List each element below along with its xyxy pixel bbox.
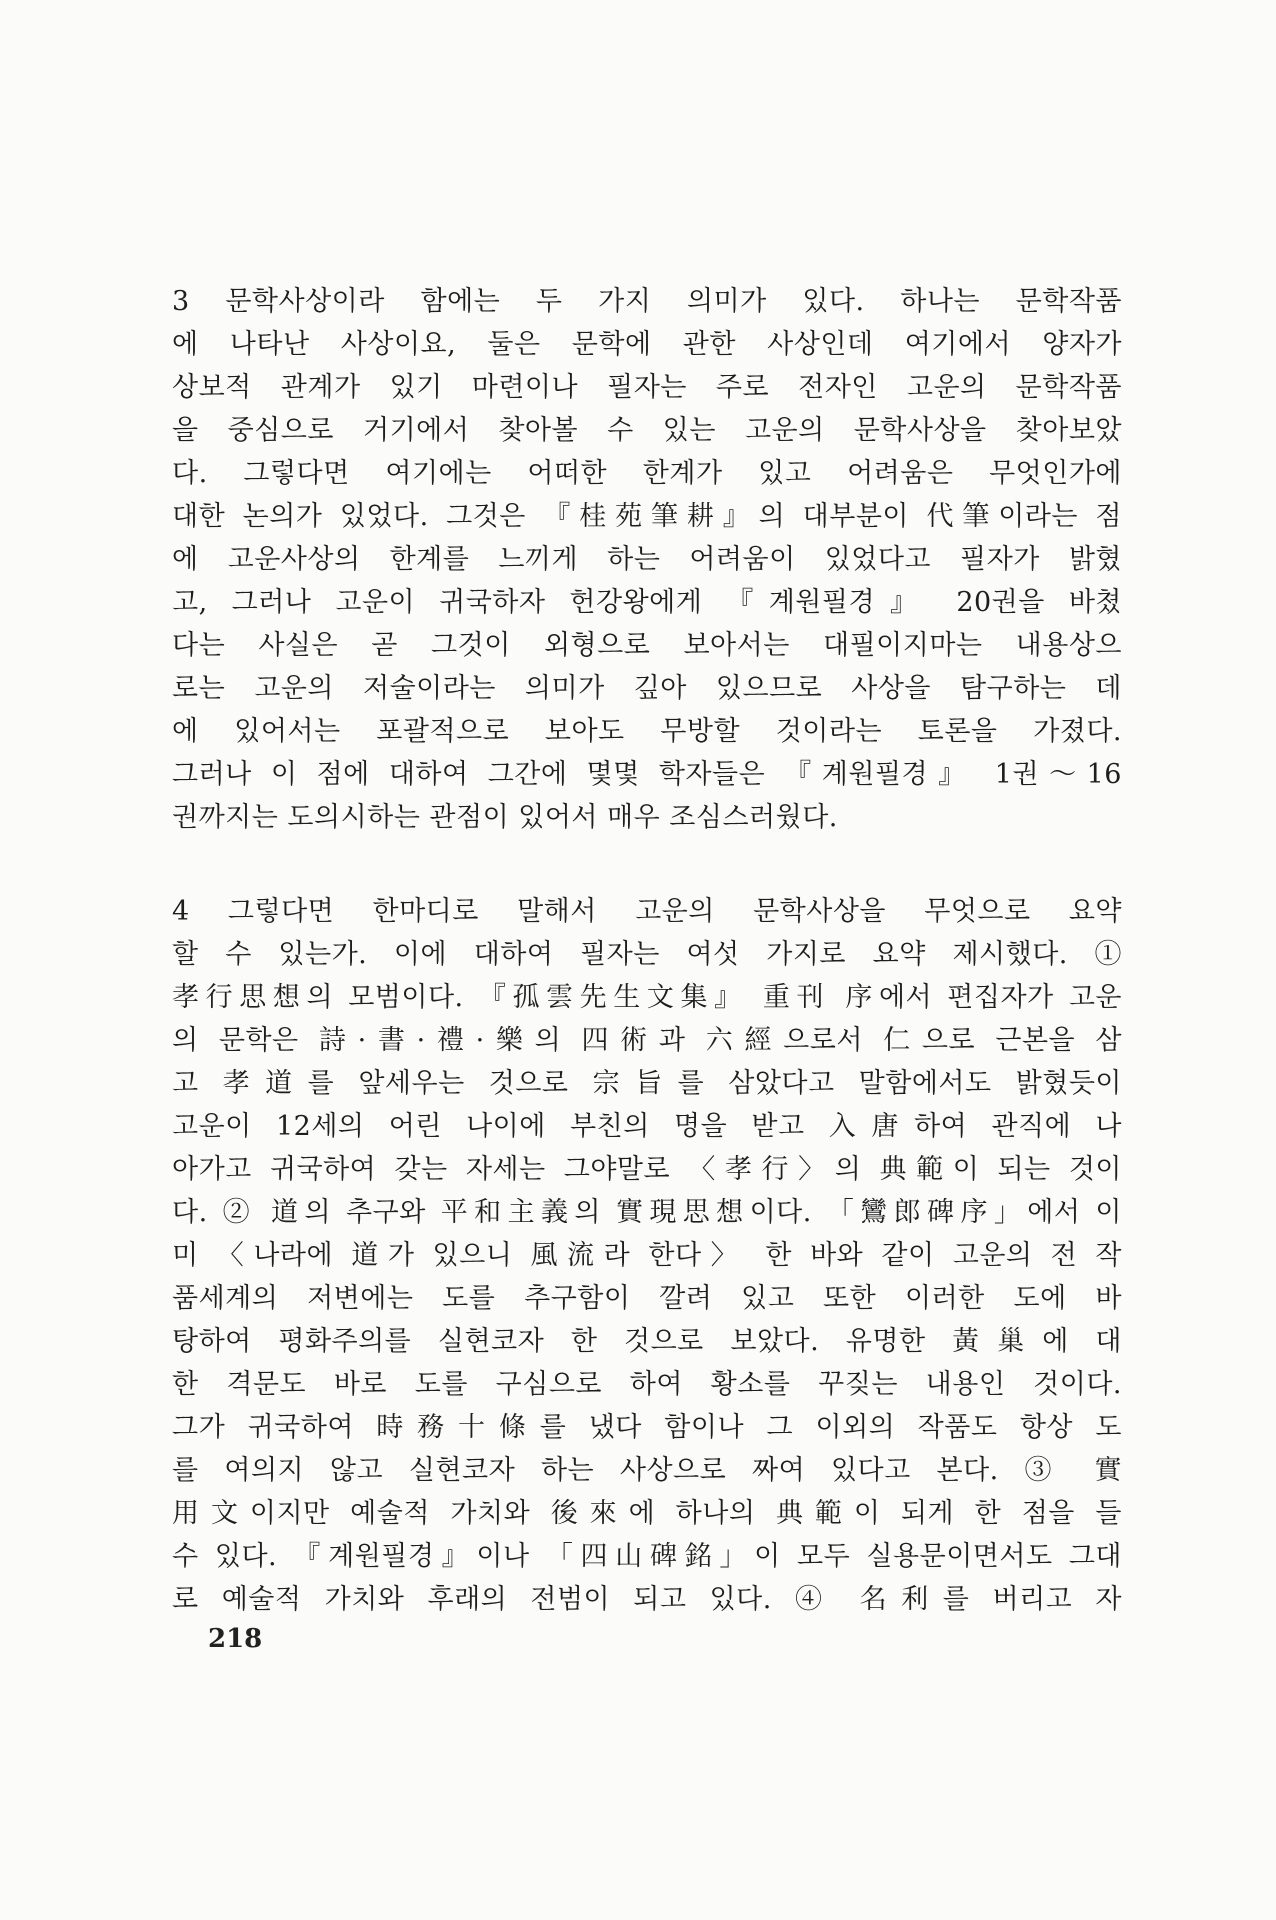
text-line: 품세계의 저변에는 도를 추구함이 깔려 있고 또한 이러한 도에 바 [172, 1283, 1122, 1314]
text-line: 다. 그렇다면 여기에는 어떠한 한계가 있고 어려움은 무엇인가에 [172, 458, 1122, 489]
text-line: 4 그렇다면 한마디로 말해서 고운의 문학사상을 무엇으로 요약 [172, 896, 1122, 927]
text-line: 미 〈나라에 道가 있으니 風流라 한다〉 한 바와 같이 고운의 전 작 [172, 1240, 1122, 1271]
text-line: 고운이 12세의 어린 나이에 부친의 명을 받고 入唐하여 관직에 나 [172, 1111, 1122, 1142]
text-line: 수 있다. 『계원필경』이나 「四山碑銘」이 모두 실용문이면서도 그대 [172, 1541, 1122, 1572]
text-line: 한 격문도 바로 도를 구심으로 하여 황소를 꾸짖는 내용인 것이다. [172, 1369, 1122, 1400]
page-number: 218 [208, 1624, 263, 1654]
text-line: 탕하여 평화주의를 실현코자 한 것으로 보았다. 유명한 黃巢에 대 [172, 1326, 1122, 1357]
text-line: 3 문학사상이라 함에는 두 가지 의미가 있다. 하나는 문학작품 [172, 286, 1122, 317]
text-line: 다는 사실은 곧 그것이 외형으로 보아서는 대필이지마는 내용상으 [172, 630, 1122, 661]
text-line: 을 중심으로 거기에서 찾아볼 수 있는 고운의 문학사상을 찾아보았 [172, 415, 1122, 446]
text-line: 상보적 관계가 있기 마련이나 필자는 주로 전자인 고운의 문학작품 [172, 372, 1122, 403]
text-line: 아가고 귀국하여 갖는 자세는 그야말로 〈孝行〉의 典範이 되는 것이 [172, 1154, 1122, 1185]
text-line: 에 있어서는 포괄적으로 보아도 무방할 것이라는 토론을 가졌다. [172, 716, 1122, 747]
text-line: 고 孝道를 앞세우는 것으로 宗旨를 삼았다고 말함에서도 밝혔듯이 [172, 1068, 1122, 1099]
text-line: 의 문학은 詩·書·禮·樂의 四術과 六經으로서 仁으로 근본을 삼 [172, 1025, 1122, 1056]
text-line: 할 수 있는가. 이에 대하여 필자는 여섯 가지로 요약 제시했다. ① [172, 939, 1122, 970]
paragraph-4 [172, 890, 1122, 1621]
text-line: 用文이지만 예술적 가치와 後來에 하나의 典範이 되게 한 점을 들 [172, 1498, 1122, 1529]
text-line: 로는 고운의 저술이라는 의미가 깊아 있으므로 사상을 탐구하는 데 [172, 673, 1122, 704]
text-line: 그가 귀국하여 時務十條를 냈다 함이나 그 이외의 작품도 항상 도 [172, 1412, 1122, 1443]
text-line: 孝行思想의 모범이다. 『孤雲先生文集』 重刊 序에서 편집자가 고운 [172, 982, 1122, 1013]
text-line: 고, 그러나 고운이 귀국하자 헌강왕에게 『계원필경』 20권을 바쳤 [172, 587, 1122, 618]
text-line: 로 예술적 가치와 후래의 전범이 되고 있다. ④ 名利를 버리고 자 [172, 1584, 1122, 1615]
text-line: 를 여의지 않고 실현코자 하는 사상으로 짜여 있다고 본다. ③ 實 [172, 1455, 1122, 1486]
text-line: 다. ② 道의 추구와 平和主義의 實現思想이다. 「鸞郎碑序」에서 이 [172, 1197, 1122, 1228]
paragraph-3 [172, 280, 1122, 839]
text-line: 그러나 이 점에 대하여 그간에 몇몇 학자들은 『계원필경』 1권～16 [172, 759, 1122, 790]
text-line: 에 나타난 사상이요, 둘은 문학에 관한 사상인데 여기에서 양자가 [172, 329, 1122, 360]
text-line: 에 고운사상의 한계를 느끼게 하는 어려움이 있었다고 필자가 밝혔 [172, 544, 1122, 575]
text-line: 대한 논의가 있었다. 그것은 『桂苑筆耕』의 대부분이 代筆이라는 점 [172, 501, 1122, 532]
text-line: 권까지는 도의시하는 관점이 있어서 매우 조심스러웠다. [172, 802, 838, 833]
